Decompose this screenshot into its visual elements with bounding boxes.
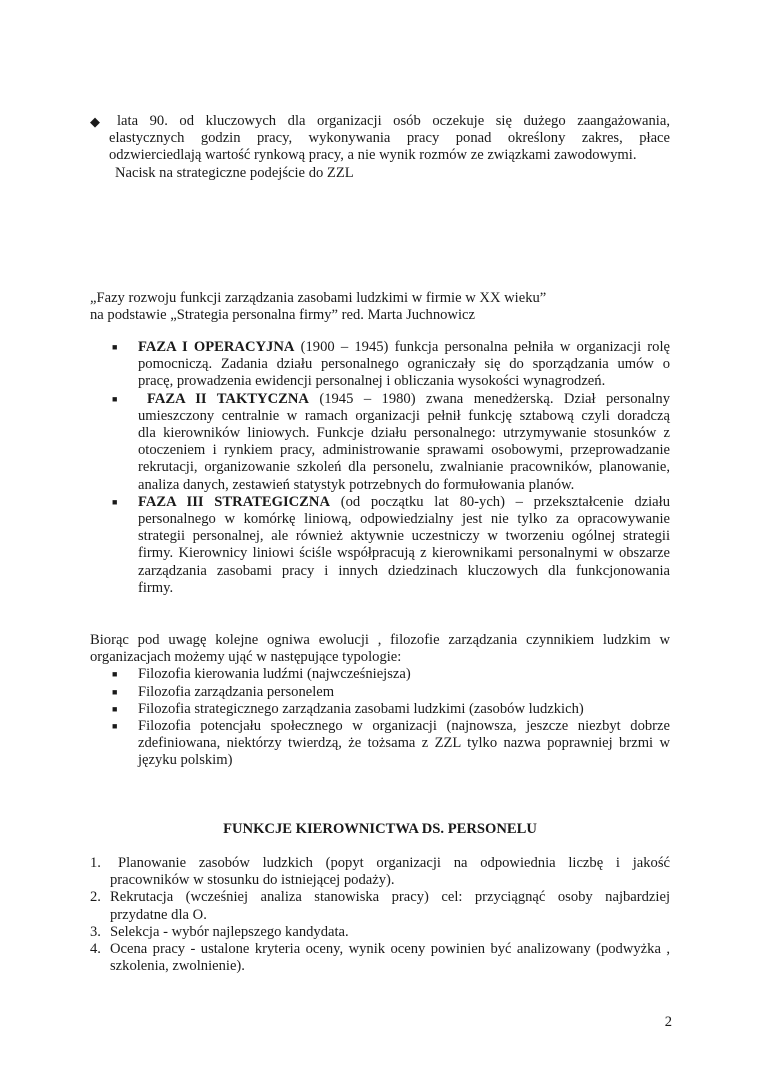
intro-section	[90, 113, 670, 182]
philosophy-item-text: Filozofia kierowania ludźmi (najwcześniejsza)	[138, 666, 411, 683]
square-bullet-icon: ■	[112, 496, 118, 507]
source-line-2: na podstawie „Strategia personalna firmy” red. Marta Juchnowicz	[90, 307, 475, 324]
phase-line: personalnego w komórkę liniową, odpowiedzialny jest nie tylko za opracowywanie	[138, 511, 670, 528]
square-bullet-icon: ■	[112, 703, 118, 714]
phase-line: rekrutacji, organizowanie szkoleń dla personelu, zwalnianie pracowników, planowanie,	[138, 459, 670, 476]
philosophy-item-text: Filozofia strategicznego zarządzania zasobami ludzkimi (zasobów ludzkich)	[138, 700, 584, 717]
function-item	[90, 889, 670, 923]
phase-line: firmy. Kierownicy liniowi ściśle współpracują z kierownikami personalnymi w obszarze	[138, 545, 670, 562]
philosophy-item-text: Filozofia potencjału społecznego w organizacji (najnowsza, jeszcze niezbyt dobrze	[138, 718, 670, 735]
phase-item	[112, 494, 670, 597]
function-number: 1.	[90, 855, 101, 871]
phase-line: firmy.	[138, 579, 174, 596]
function-line: Ocena pracy - ustalone kryteria oceny, wynik oceny powinien być analizowany (podwyżka ,	[110, 941, 670, 958]
function-item	[90, 941, 670, 975]
philosophy-item-text: Filozofia zarządzania personelem	[138, 683, 335, 700]
phase-line: dla kierowników liniowych. Funkcje działu personalnego: utrzymywanie stosunków z	[138, 425, 670, 442]
phase-line: (1945 – 1980) zwana menedżerską. Dział personalny	[308, 390, 670, 407]
philosophy-intro-line: organizacjach możemy ująć w następujące typologie:	[90, 649, 402, 666]
square-bullet-icon: ■	[112, 393, 118, 404]
phase-line: analiza danych, zestawień statystyk potrzebnych do formułowania planów.	[138, 476, 575, 493]
intro-bullet-text	[109, 113, 670, 182]
philosophy-item	[112, 701, 670, 718]
philosophy-intro-line: Biorąc pod uwagę kolejne ogniwa ewolucji , filozofie zarządzania czynnikiem ludzkim w	[90, 632, 670, 648]
phase-line: strategii personalnej, ale również aktywnie uczestniczy w tworzeniu ogólnej strategii	[138, 528, 670, 545]
square-bullet-icon: ■	[112, 342, 118, 352]
phase-name: FAZA III STRATEGICZNA	[138, 493, 330, 510]
function-item	[90, 855, 670, 889]
function-item	[90, 924, 670, 941]
philosophy-item-text: języku polskim)	[138, 752, 233, 769]
function-number: 3.	[90, 923, 101, 940]
functions-heading: FUNKCJE KIEROWNICTWA DS. PERSONELU	[223, 821, 537, 837]
phase-item	[112, 391, 670, 494]
square-bullet-icon: ■	[112, 721, 118, 732]
diamond-bullet-icon: ◆	[90, 114, 100, 129]
intro-line: odzwierciedlają wartość rynkową pracy, a nie wynik rozmów ze związkami zawodowymi.	[109, 147, 637, 164]
phase-item	[112, 339, 670, 391]
philosophy-item	[112, 684, 670, 701]
intro-note: Nacisk na strategiczne podejście do ZZL	[115, 164, 354, 181]
phase-name: FAZA II TAKTYCZNA	[147, 390, 309, 407]
philosophy-item-text: zdefiniowana, niektórzy twierdzą, że tożsama z ZZL tylko nazwa poprawniej brzmi w	[138, 735, 670, 752]
phase-line: pomocniczą. Zadania działu personalnego ograniczały się do sporządzania umów o	[138, 356, 670, 373]
square-bullet-icon: ■	[112, 669, 118, 680]
source-citation	[90, 290, 670, 324]
square-bullet-icon: ■	[112, 686, 118, 697]
philosophy-list	[112, 666, 670, 769]
intro-line: lata 90. od kluczowych dla organizacji osób oczekuje się dużego zaangażowania,	[117, 113, 670, 129]
function-line: pracowników w stosunku do istniejącej podaży).	[110, 872, 395, 889]
phases-list	[112, 339, 670, 597]
function-line: Rekrutacja (wcześniej analiza stanowiska pracy) cel: przyciągnąć osoby najbardziej	[110, 889, 670, 906]
function-line: szkolenia, zwolnienie).	[110, 958, 245, 975]
function-number: 4.	[90, 941, 101, 958]
phase-line: umieszczony centralnie w ramach organizacji pełnił funkcję sztabową czyli doradczą	[138, 407, 670, 424]
function-number: 2.	[90, 889, 101, 906]
phase-name: FAZA I OPERACYJNA	[138, 339, 295, 355]
phase-line: pracę, prowadzenia ewidencji personalnej i obliczania wysokości wynagrodzeń.	[138, 373, 606, 390]
functions-list	[90, 855, 670, 975]
function-line: Planowanie zasobów ludzkich (popyt organizacji na odpowiednia liczbę i jakość	[118, 855, 670, 871]
source-line-1: „Fazy rozwoju funkcji zarządzania zasobami ludzkimi w firmie w XX wieku”	[90, 290, 547, 306]
intro-line: elastycznych godzin pracy, wykonywania pracy ponad określony zakres, płace	[109, 130, 670, 147]
page-number: 2	[664, 1014, 672, 1030]
philosophy-item	[112, 718, 670, 770]
phase-line: otoczeniem i rynkiem pracy, administrowanie sprawami osobowymi, przeprowadzanie	[138, 442, 670, 459]
philosophy-section	[90, 632, 670, 770]
phase-line: (1900 – 1945) funkcja personalna pełniła w organizacji rolę	[294, 339, 670, 355]
function-line: przydatne dla O.	[110, 906, 207, 923]
philosophy-item	[112, 666, 670, 683]
phase-line: zarządzania zasobami pracy i innych dziedzinach kluczowych dla funkcjonowania	[138, 562, 670, 579]
phase-line: (od początku lat 80-ych) – przekształcenie działu	[330, 493, 670, 510]
function-line: Selekcja - wybór najlepszego kandydata.	[110, 923, 349, 940]
